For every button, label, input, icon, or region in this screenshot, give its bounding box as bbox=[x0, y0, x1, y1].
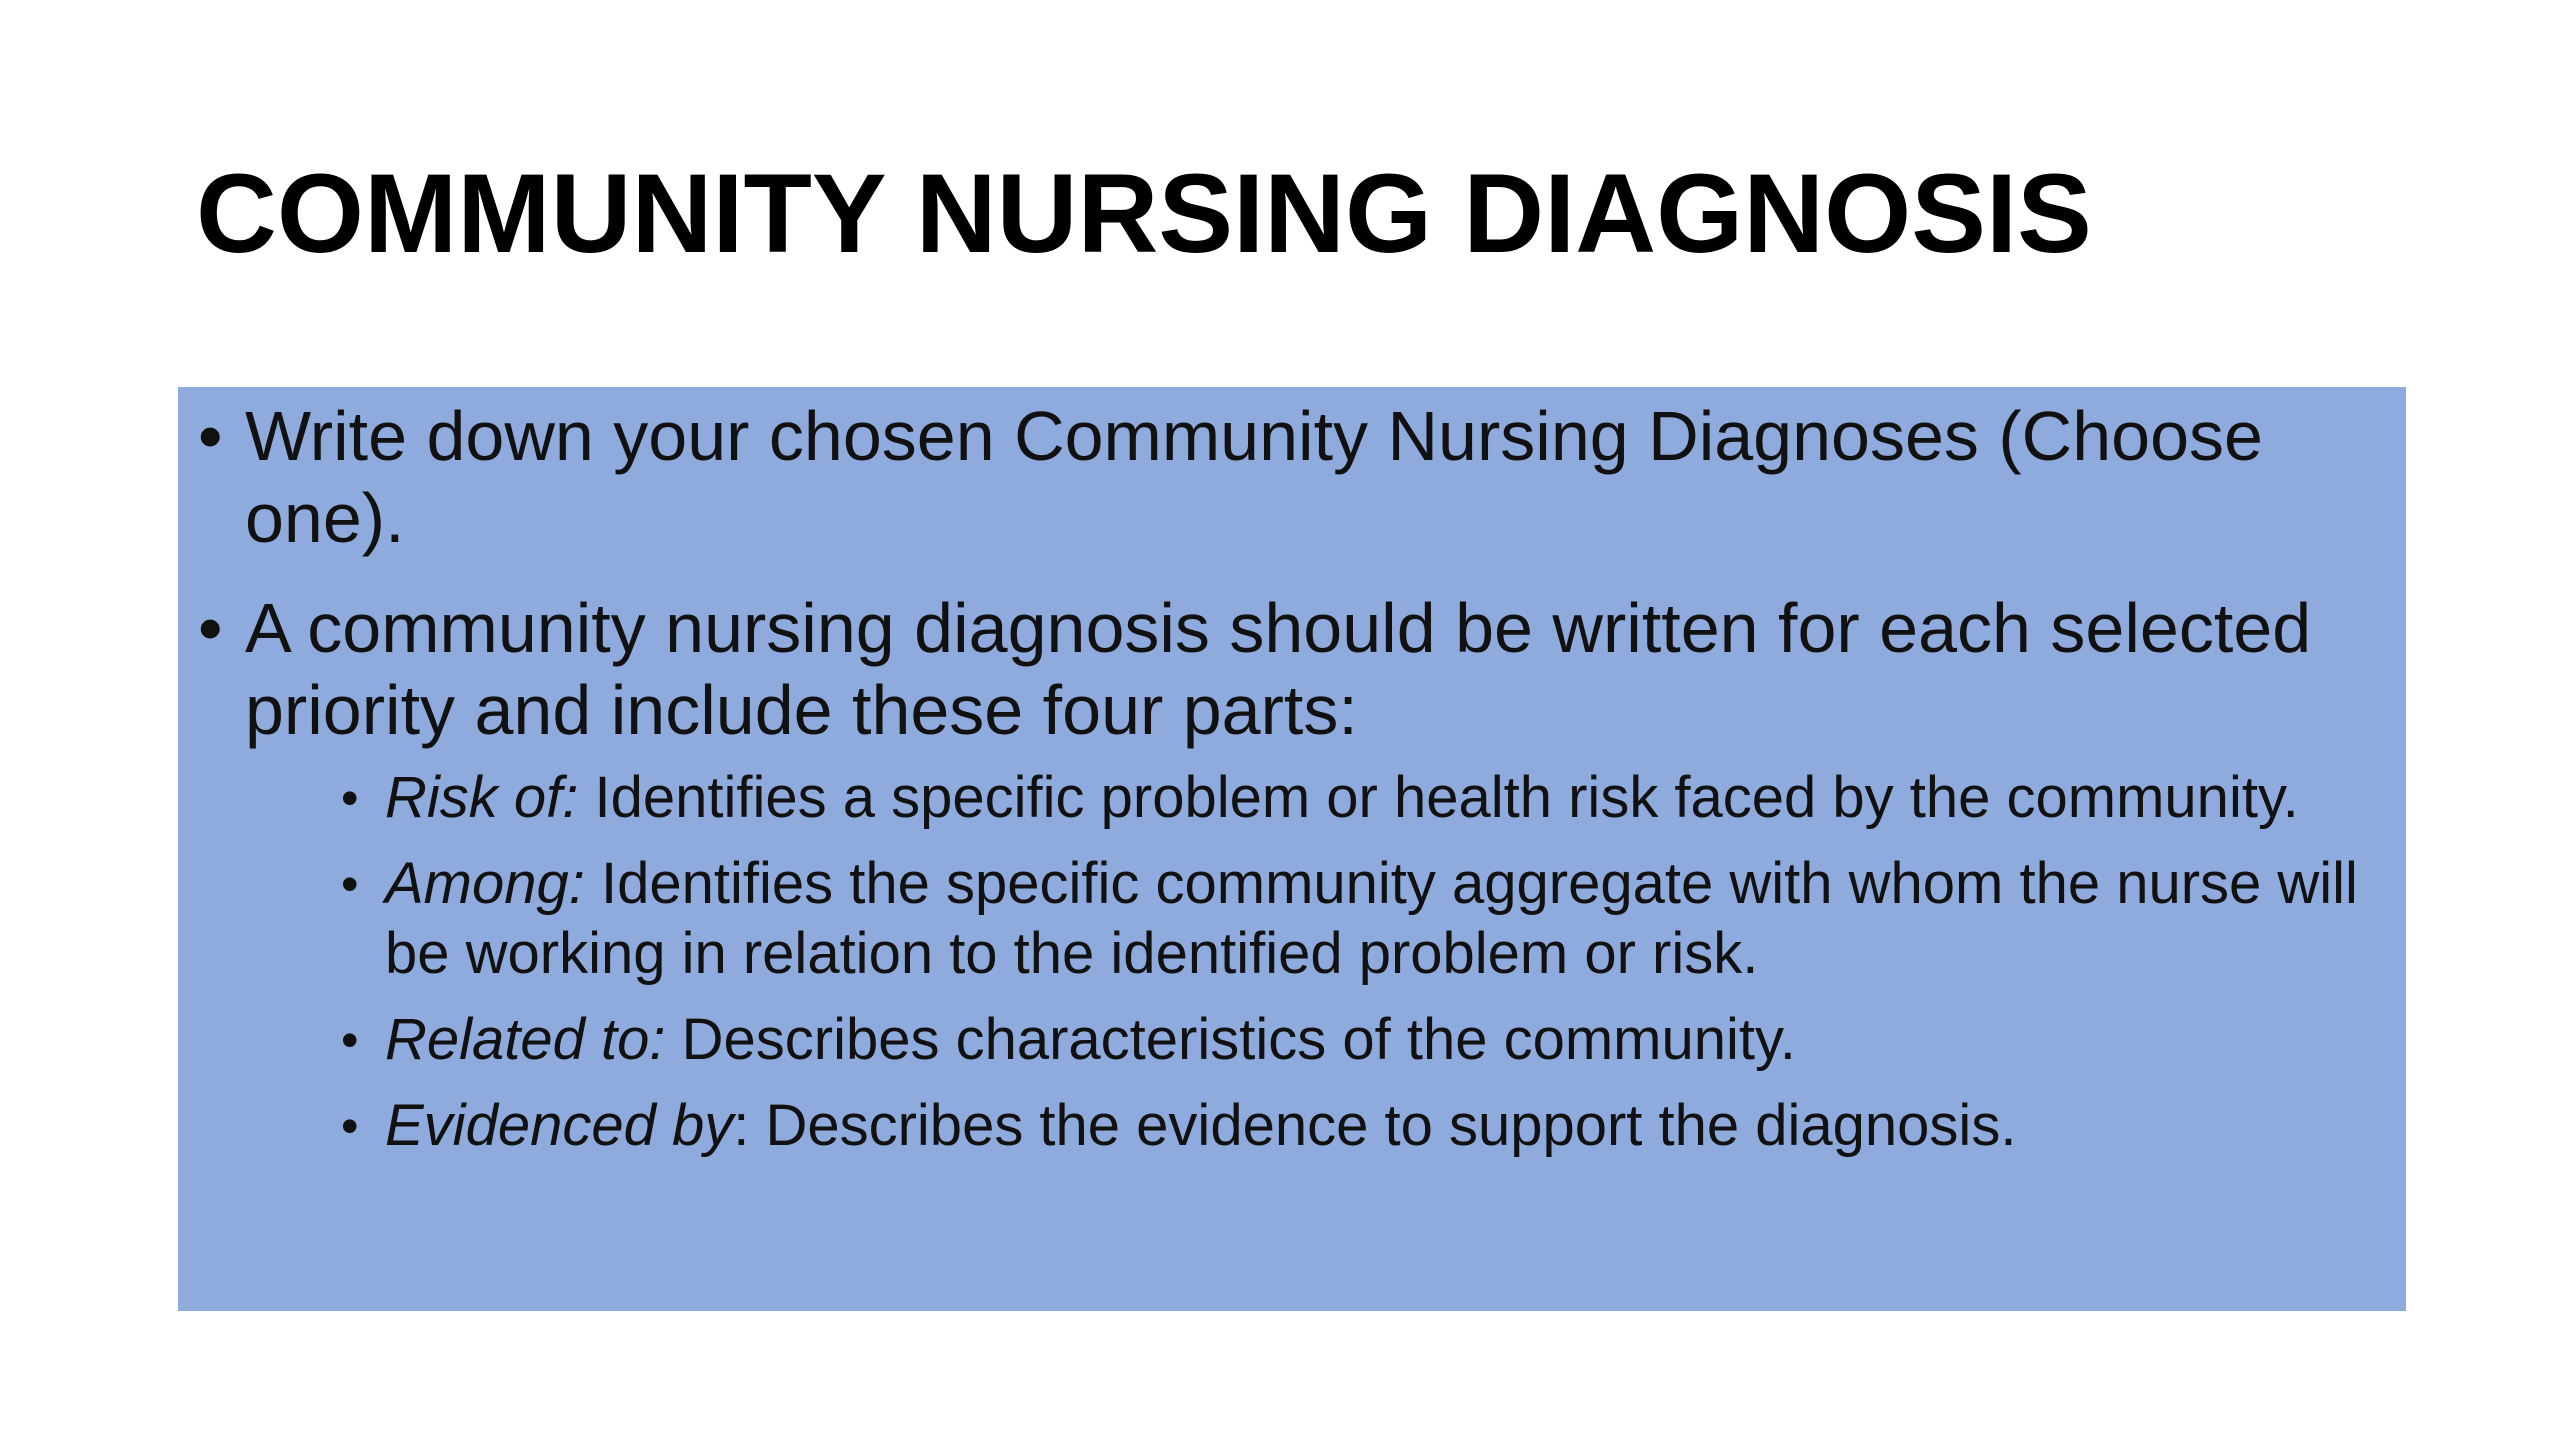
bullet-dot-icon: • bbox=[198, 589, 223, 667]
term-description: Identifies the specific community aggregate with whom the nurse will be working in relation to the identified problem or risk. bbox=[385, 851, 2358, 986]
sub-bullet-risk-of bbox=[245, 763, 2366, 833]
bullet-item-four-parts bbox=[198, 587, 2366, 1161]
term-description: Describes characteristics of the community. bbox=[665, 1007, 1796, 1072]
bullet-list bbox=[198, 395, 2366, 1161]
sub-bullet-list bbox=[245, 763, 2366, 1161]
term-label: Risk of: bbox=[385, 765, 579, 830]
bullet-text: A community nursing diagnosis should be written for each selected priority and include these four parts: bbox=[245, 589, 2312, 749]
bullet-text: Write down your chosen Community Nursing Diagnoses (Choose one). bbox=[245, 397, 2263, 557]
sub-bullet-content bbox=[340, 1091, 2366, 1161]
bullet-item-choose-diagnosis bbox=[198, 395, 2366, 559]
term-label: Evidenced by bbox=[385, 1093, 734, 1158]
slide-title: COMMUNITY NURSING DIAGNOSIS bbox=[196, 151, 2092, 276]
term-label: Related to: bbox=[385, 1007, 666, 1072]
sub-bullet-among bbox=[245, 849, 2366, 989]
term-label: Among: bbox=[385, 851, 585, 916]
sub-bullet-content bbox=[340, 1005, 2366, 1075]
sub-bullet-content bbox=[340, 849, 2366, 989]
sub-bullet-dot-icon: • bbox=[341, 1098, 359, 1154]
term-description: Identifies a specific problem or health risk faced by the community. bbox=[578, 765, 2299, 830]
sub-bullet-dot-icon: • bbox=[341, 770, 359, 826]
bullet-dot-icon: • bbox=[198, 397, 223, 475]
content-box bbox=[178, 387, 2406, 1311]
sub-bullet-evidenced-by bbox=[245, 1091, 2366, 1161]
sub-bullet-dot-icon: • bbox=[341, 1012, 359, 1068]
sub-bullet-content bbox=[340, 763, 2366, 833]
sub-bullet-related-to bbox=[245, 1005, 2366, 1075]
term-description: : Describes the evidence to support the diagnosis. bbox=[733, 1093, 2017, 1158]
sub-bullet-dot-icon: • bbox=[341, 856, 359, 912]
